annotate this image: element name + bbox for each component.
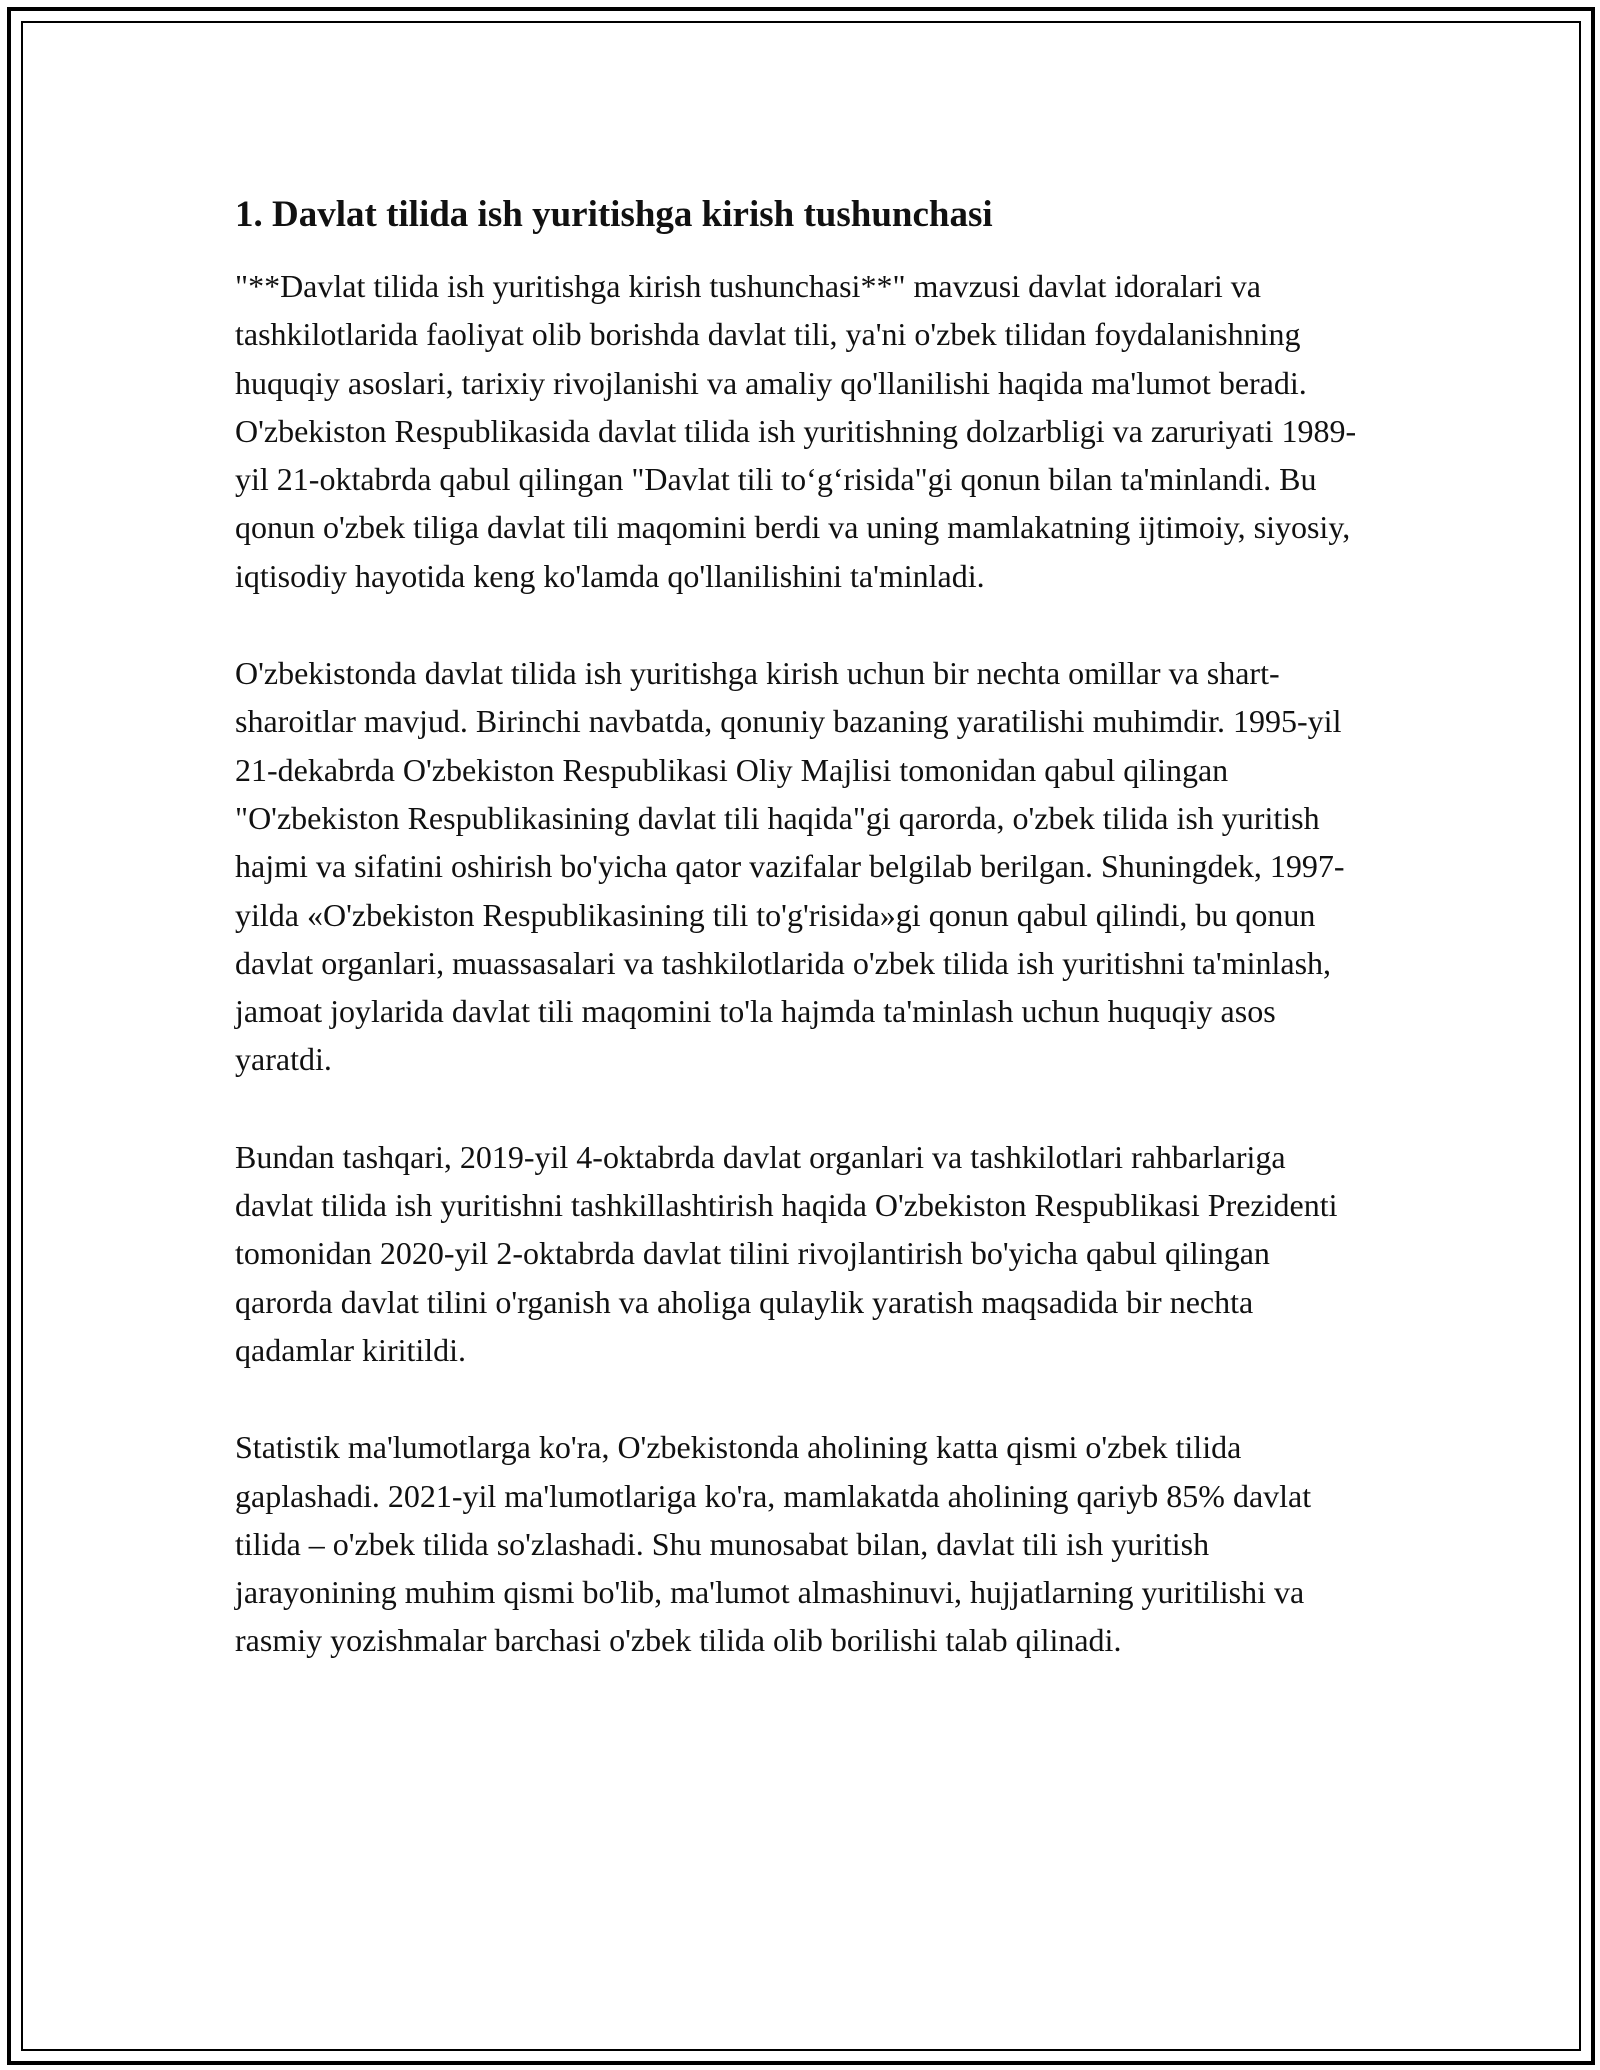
paragraph-4: Statistik ma'lumotlarga ko'ra, O'zbekistonda aholining katta qismi o'zbek tilida gaplashadi. 2021-yil ma'lumotlariga ko'ra, mamlakatda aholining qariyb 85% davlat tilida – o'zbek tilida so'zlashadi. Shu munosabat bilan, davlat tili ish yuritish jarayonining muhim qismi bo'lib, ma'lumot almashinuvi, hujjatlarning yuritilishi va rasmiy yozishmalar barchasi o'zbek tilida olib borilishi talab qilinadi. — [235, 1429, 1312, 1659]
document-body — [235, 190, 1365, 1714]
paragraph-1: "**Davlat tilida ish yuritishga kirish tushunchasi**" mavzusi davlat idoralari va tashkilotlarida faoliyat olib borishda davlat tili, ya'ni o'zbek tilidan foydalanishning huquqiy asoslari, tarixiy rivojlanishi va amaliy qo'llanilishi haqida ma'lumot beradi. O'zbekiston Respublikasida davlat tilida ish yuritishning dolzarbligi va zaruriyati 1989-yil 21-oktabrda qabul qilingan "Davlat tili to‘g‘risida"gi qonun bilan ta'minlandi. Bu qonun o'zbek tiliga davlat tili maqomini berdi va uning mamlakatning ijtimoiy, siyosiy, iqtisodiy hayotida keng ko'lamda qo'llanilishini ta'minladi. — [235, 268, 1357, 594]
section-heading: 1. Davlat tilida ish yuritishga kirish tushunchasi — [235, 194, 993, 235]
paragraph-3: Bundan tashqari, 2019-yil 4-oktabrda davlat organlari va tashkilotlari rahbarlariga davlat tilida ish yuritishni tashkillashtirish haqida O'zbekiston Respublikasi Prezidenti tomonidan 2020-yil 2-oktabrda davlat tilini rivojlantirish bo'yicha qabul qilingan qarorda davlat tilini o'rganish va aholiga qulaylik yaratish maqsadida bir nechta qadamlar kiritildi. — [235, 1138, 1338, 1368]
paragraph-2: O'zbekistonda davlat tilida ish yuritishga kirish uchun bir nechta omillar va shart-sharoitlar mavjud. Birinchi navbatda, qonuniy bazaning yaratilishi muhimdir. 1995-yil 21-dekabrda O'zbekiston Respublikasi Oliy Majlisi tomonidan qabul qilingan "O'zbekiston Respublikasining davlat tili haqida"gi qarorda, o'zbek tilida ish yuritish hajmi va sifatini oshirish bo'yicha qator vazifalar belgilab berilgan. Shuningdek, 1997-yilda «O'zbekiston Respublikasining tili to'g'risida»gi qonun qabul qilindi, bu qonun davlat organlari, muassasalari va tashkilotlarida o'zbek tilida ish yuritishni ta'minlash, jamoat joylarida davlat tili maqomini to'la hajmda ta'minlash uchun huquqiy asos yaratdi. — [235, 655, 1345, 1078]
